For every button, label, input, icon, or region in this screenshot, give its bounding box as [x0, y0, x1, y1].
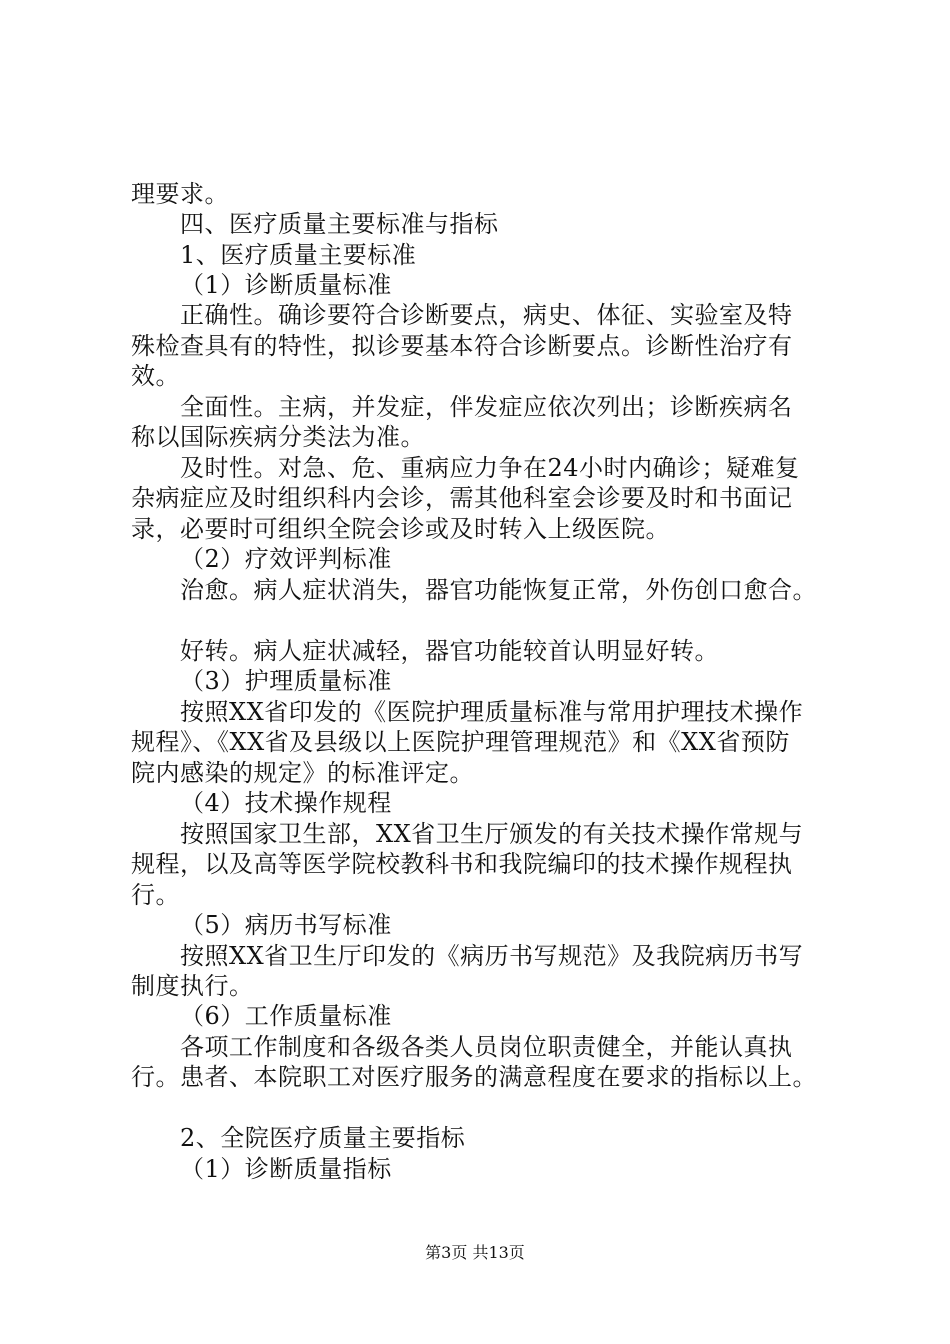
text-line: 杂病症应及时组织科内会诊，需其他科室会诊要及时和书面记 — [131, 484, 793, 512]
subsection-heading: 1、医疗质量主要标准 — [180, 241, 417, 269]
text-line: 行。 — [131, 881, 180, 909]
text-line: 录，必要时可组织全院会诊或及时转入上级医院。 — [131, 515, 670, 543]
item-heading: （6）工作质量标准 — [180, 1002, 392, 1030]
text-line: 院内感染的规定》的标准评定。 — [131, 759, 474, 787]
subsection-heading: 2、全院医疗质量主要指标 — [180, 1124, 466, 1152]
text-line: 制度执行。 — [131, 972, 254, 1000]
text-line: 正确性。确诊要符合诊断要点，病史、体征、实验室及特 — [180, 301, 793, 329]
text-line: 行。患者、本院职工对医疗服务的满意程度在要求的指标以上。 — [131, 1063, 817, 1091]
text-line: 及时性。对急、危、重病应力争在24小时内确诊；疑难复 — [180, 454, 800, 482]
item-heading: （5）病历书写标准 — [180, 911, 392, 939]
text-line: 各项工作制度和各级各类人员岗位职责健全，并能认真执 — [180, 1033, 793, 1061]
text-line: 按照XX省印发的《医院护理质量标准与常用护理技术操作 — [180, 698, 804, 726]
text-line: 效。 — [131, 362, 180, 390]
text-line: 殊检查具有的特性，拟诊要基本符合诊断要点。诊断性治疗有 — [131, 332, 793, 360]
item-heading: （4）技术操作规程 — [180, 789, 392, 817]
text-line: 称以国际疾病分类法为准。 — [131, 423, 425, 451]
text-line: 理要求。 — [131, 180, 229, 208]
item-heading: （3）护理质量标准 — [180, 667, 392, 695]
text-line: 规程》、《XX省及县级以上医院护理管理规范》和《XX省预防 — [131, 728, 790, 756]
item-heading: （2）疗效评判标准 — [180, 545, 392, 573]
item-heading: （1）诊断质量指标 — [180, 1155, 392, 1183]
item-heading: （1）诊断质量标准 — [180, 271, 392, 299]
text-line: 全面性。主病，并发症，伴发症应依次列出；诊断疾病名 — [180, 393, 793, 421]
section-heading: 四、医疗质量主要标准与指标 — [180, 210, 499, 238]
text-line: 规程，以及高等医学院校教科书和我院编印的技术操作规程执 — [131, 850, 793, 878]
text-line: 按照XX省卫生厅印发的《病历书写规范》及我院病历书写 — [180, 942, 804, 970]
text-line: 好转。病人症状减轻，器官功能较首认明显好转。 — [180, 637, 719, 665]
page-footer: 第3页 共13页 — [425, 1243, 525, 1262]
text-line: 按照国家卫生部，XX省卫生厅颁发的有关技术操作常规与 — [180, 820, 804, 848]
text-line: 治愈。病人症状消失，器官功能恢复正常，外伤创口愈合。 — [180, 576, 817, 604]
